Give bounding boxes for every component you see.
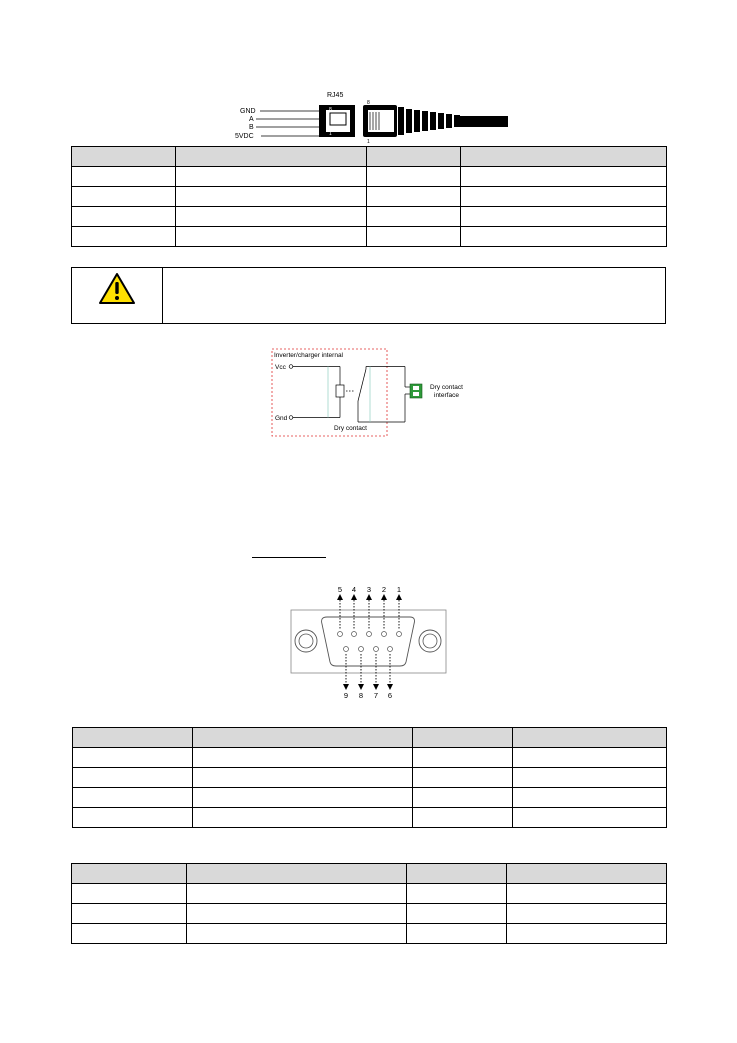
rj45-title: RJ45 [327,92,344,99]
table-row [72,167,667,187]
inverter-internal-label: Inverter/charger internal [274,352,344,359]
db9-pin-label-1: 1 [396,585,402,594]
dry-contact-interface-label-1: Dry contact [430,384,463,391]
db9-pin-label-8: 8 [358,691,364,700]
db9-pin-label-5: 5 [337,585,343,594]
db9-d-shell [322,617,415,666]
rj45-pin-label-b: B [249,124,254,131]
db9-pin-label-9: 9 [343,691,349,700]
table-header-row [73,728,667,748]
table-row [72,187,667,207]
db9-pin-label-4: 4 [351,585,357,594]
dry-contact-label: Dry contact [334,425,367,432]
db9-pin-label-3: 3 [366,585,372,594]
db9-pin-table-b [71,863,667,944]
table-row [73,768,667,788]
warning-note-box [71,267,666,324]
rj45-pin-table [71,146,667,247]
db9-pin-label-6: 6 [387,691,393,700]
rj45-pin-label-5vdc: 5VDC [235,133,254,140]
table-row [72,227,667,247]
table-row [73,788,667,808]
warning-icon-cell [72,268,163,323]
rj45-connector-figure [230,88,510,144]
table-header-row [72,147,667,167]
table-row [73,808,667,828]
db9-pin-label-2: 2 [381,585,387,594]
table-row [72,904,667,924]
table-row [73,748,667,768]
underlined-heading-rule [252,557,326,558]
rj45-pin-label-a: A [249,116,254,123]
dry-contact-interface-label-2: interface [434,392,459,399]
table-row [72,924,667,944]
rj45-plug-pin-1: 1 [367,139,370,144]
rj45-plug-pin-8: 8 [367,100,370,106]
relay-coil [336,385,344,397]
table-header-row [72,864,667,884]
warning-icon [98,272,136,305]
db9-connector-figure [289,583,449,703]
db9-pin-table-a [72,727,667,828]
gnd-label: Gnd [275,415,288,422]
vcc-label: Vcc [275,364,286,371]
rj45-jack-pin-8: 8 [329,107,332,113]
rj45-pin-label-gnd: GND [240,108,256,115]
table-row [72,207,667,227]
db9-pin-label-7: 7 [373,691,379,700]
rj45-cable [460,116,508,127]
rj45-jack-pin-1: 1 [329,131,332,137]
table-row [72,884,667,904]
dry-contact-diagram [270,347,470,439]
